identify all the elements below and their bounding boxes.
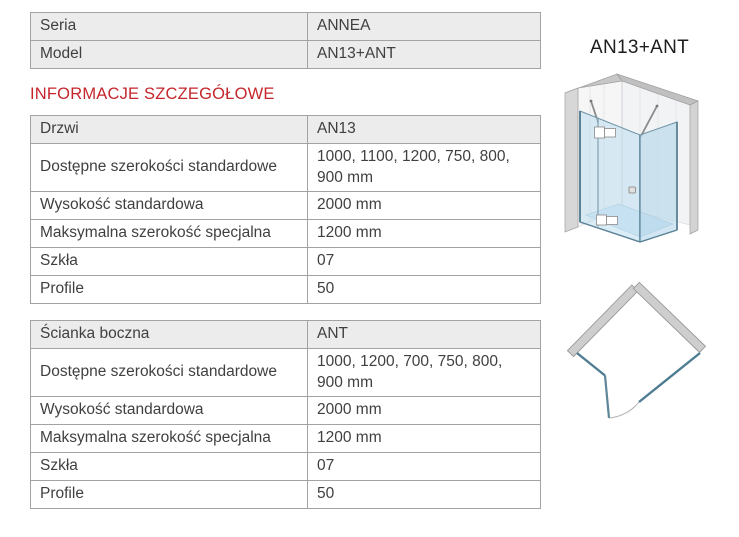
row-value: 50 [317, 280, 335, 298]
table-row [31, 143, 540, 191]
table-row [31, 396, 540, 424]
row-value: 07 [317, 252, 335, 270]
sidewall-header-value: ANT [308, 321, 540, 348]
row-value: 07 [317, 457, 335, 475]
row-value: 1000, 1100, 1200, 750, 800, 900 mm [317, 148, 510, 186]
row-value: 50 [317, 485, 335, 503]
sidewall-spec-table [30, 320, 541, 509]
series-model-table [30, 12, 541, 69]
row-label: Profile [31, 276, 308, 303]
table-row [31, 219, 540, 247]
row-value: 1200 mm [317, 224, 382, 242]
shower-enclosure-floorplan-drawing [563, 280, 723, 425]
row-label: Dostępne szerokości standardowe [31, 144, 308, 191]
row-value: 1200 mm [317, 429, 382, 447]
top-view-diagram [563, 280, 723, 425]
table-row [31, 424, 540, 452]
table-row [31, 191, 540, 219]
row-label: Wysokość standardowa [31, 192, 308, 219]
door-header-label: Drzwi [31, 116, 308, 143]
table-row [31, 13, 540, 40]
model-value: AN13+ANT [308, 41, 540, 68]
table-row [31, 247, 540, 275]
product-title: AN13+ANT [589, 37, 690, 58]
series-value: ANNEA [308, 13, 540, 40]
row-label: Dostępne szerokości standardowe [31, 349, 308, 396]
row-label: Szkła [31, 453, 308, 480]
row-label: Maksymalna szerokość specjalna [31, 425, 308, 452]
shower-enclosure-3d-drawing [540, 60, 739, 255]
sidewall-header-label: Ścianka boczna [31, 321, 308, 348]
row-value: 1000, 1200, 700, 750, 800, 900 mm [317, 353, 503, 391]
table-row [31, 348, 540, 396]
isometric-diagram [540, 60, 739, 255]
table-row [31, 480, 540, 508]
section-title: INFORMACJE SZCZEGÓŁOWE [30, 85, 275, 103]
table-row [31, 40, 540, 68]
row-label: Maksymalna szerokość specjalna [31, 220, 308, 247]
table-row [31, 275, 540, 303]
row-label: Profile [31, 481, 308, 508]
table-header-row [31, 321, 540, 348]
series-label: Seria [31, 13, 308, 40]
table-header-row [31, 116, 540, 143]
row-value: 2000 mm [317, 401, 382, 419]
row-label: Szkła [31, 248, 308, 275]
row-label: Wysokość standardowa [31, 397, 308, 424]
door-header-value: AN13 [308, 116, 540, 143]
model-label: Model [31, 41, 308, 68]
row-value: 2000 mm [317, 196, 382, 214]
door-spec-table [30, 115, 541, 304]
table-row [31, 452, 540, 480]
